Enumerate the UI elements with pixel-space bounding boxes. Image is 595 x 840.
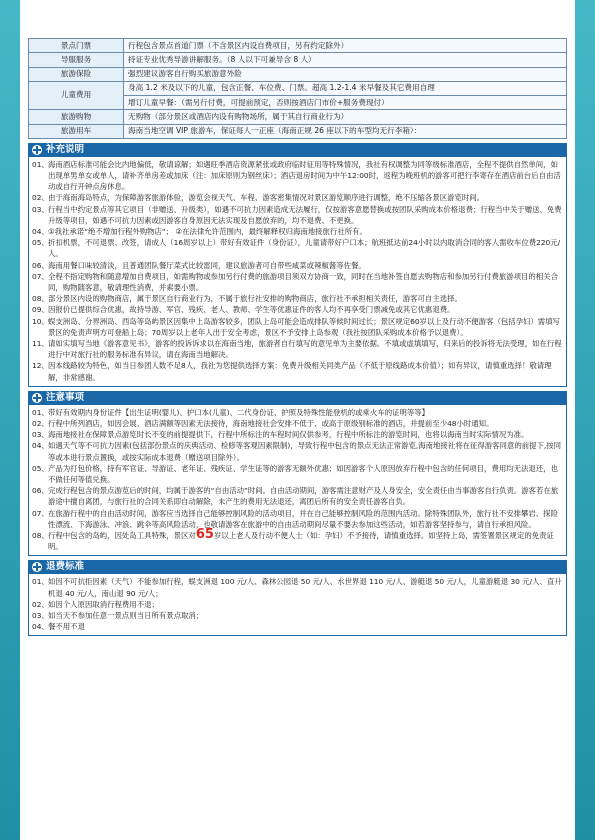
fee-row [29,124,567,138]
item-text: 餐不用不退 [48,622,85,632]
left-frame [0,0,20,840]
list-item [32,204,563,226]
notes-title: 补充说明 [46,143,85,155]
item-text: 行程中所列酒店，如因会展、酒店满额等因素无法接待，海南地接社会安排不低于、或高于原级别标准的酒店，并提前至少48小时通知。 [48,419,494,429]
item-text: 如当天不参加任意一景点则当日所有景点取消； [48,611,204,621]
item-text: 如因个人原因取消行程费用不退； [48,599,159,609]
item-text: 因报价已提供综合优惠，故持导游、军官、残疾、老人、教师、学生等优惠证件的客人均不再享受门票减免或其它优惠退费。 [48,305,455,315]
item-number: 03、 [32,204,49,214]
fee-label: 旅游购物 [29,110,124,124]
fee-row [29,53,567,67]
item-number: 01、 [32,577,49,587]
fee-row [29,67,567,81]
item-number: 04、 [32,226,49,236]
list-item [32,407,563,418]
item-text: 由于海南海岛特点，为保障游客旅游体验，游览会视天气、车程、游客密集情况对景区游览顺序进行调整，绝不压缩各景区游览时间。 [48,193,485,203]
item-text-before: 行程中包含的岛屿，因处岛工具特殊，景区对 [48,531,196,541]
list-item [32,576,563,598]
item-number: 02、 [32,419,49,429]
item-number: 07、 [32,508,49,518]
item-text: 因本线路较为特色，如当日参团人数不足8人，我社为您提供选择方案：免费升级相关同类产品（不低于原线路成本价值）；如有异议，请慎重选择！敬请理解，非常感谢。 [48,361,552,382]
item-text-after: 岁以上老人及行动不便人士（如：孕妇）不予接待，请慎重选择。如坚持上岛，需签署景区规定的免责证明。 [48,531,554,552]
fee-value: 身高 1.2 米及以下的儿童，包含正餐、车位费、门票。超高 1.2-1.4 米早餐及其它费用自理 [124,81,567,95]
item-text: 蜈支洲岛、分界洲岛、西岛等岛屿景区因集中上岛游客较多，团队上岛可能会造成排队等候时间过长；景区规定60岁以上及行动不便游客（包括孕妇）需填写景区的免责声明方可登船上岛；70周岁以上老年人出于安全考虑，景区不予安排上岛参观（我社按团队采购成本价格予以退费）。 [48,316,560,337]
fee-value: 强烈建议游客自行购买旅游意外险 [124,67,567,81]
item-number: 03、 [32,611,49,621]
list-item [32,304,563,315]
list-item [32,429,563,440]
document-page [20,0,575,840]
fee-label: 儿童费用 [29,81,124,110]
item-number: 09、 [32,305,49,315]
item-number: 02、 [32,599,49,609]
fee-value: 行程包含景点首道门票（不含景区内设自费项目，另有约定除外） [124,39,567,53]
item-text: 海南用餐口味较清淡，且普通团队餐厅菜式比较雷同，建议旅游者可自带些咸菜或辣椒酱等佐餐。 [48,260,366,270]
fee-value: 无购物（部分景区或酒店内设有购物场所，属于其自行商业行为） [124,110,567,124]
fee-row [29,39,567,53]
item-number: 12、 [32,361,49,371]
fee-value: 海南当地空调 VIP 旅游车，保证每人一正座（海南正规 26 座以下的车型均无行李箱）： [124,124,567,138]
fee-row [29,110,567,124]
list-item [32,316,563,338]
item-number: 06、 [32,260,49,270]
item-number: 04、 [32,441,49,451]
item-number: 03、 [32,430,49,440]
fee-label: 旅游用车 [29,124,124,138]
list-item [32,338,563,360]
item-number: 05、 [32,463,49,473]
item-text: 折扣机票，不可退票、改签，请成人（16周岁以上）带好有效证件（身份证），儿童请带好户口本；航班抵达前24小时以内取消合同的客人需收车位费220元/人。 [48,238,561,259]
item-number: 04、 [32,622,49,632]
item-number: 08、 [32,531,49,541]
fee-value: 持证专业优秀导游讲解服务。（8 人以下可兼导含 8 人） [124,53,567,67]
item-text: 部分景区内设的购物商店，属于景区自行商业行为，不属于旅行社安排的购物商店，旅行社不承担相关责任，游客可自主选择。 [48,294,462,304]
item-number: 01、 [32,407,49,417]
list-item [32,508,563,530]
list-item [32,226,563,237]
notes-header [28,143,567,157]
attention-section [28,405,567,557]
list-item [32,192,563,203]
refund-section [28,574,567,636]
list-item [32,260,563,271]
refund-header [28,560,567,574]
item-text: ①我社承诺“绝不增加行程外购物店”； ②在法律允许范围内，最终解释权归海南地接旅行社所有。 [48,226,367,236]
item-text: 海南酒店标准可能会比内地偏低，敬请谅解；如遇旺季酒店资源紧张或政府临时征用等特殊情况，我社有权调整为同等级标准酒店，全程不提供自然单间，如出现单男单女或单人，请补齐单房差或加床（注：加床原则为钢丝床）；酒店退房时间为中午12:00时，返程为晚班机的游客可把行李寄存在酒店前台后自由活动或自行开钟点房休息。 [48,159,561,192]
item-text: 行程当中约定景点等其它项目（非赠送、升级类），如遇不可抗力因素造成无法履行，仅按游客意愿替换或按团队采购成本价格退费；行程当中关于赠送、免费升级等项目，如遇不可抗力因素或因游客自身原因无法实现及自愿放弃的，均不退费、不更换。 [48,204,562,225]
age-highlight: 65 [195,527,214,543]
list-item [32,159,563,193]
list-item [32,610,563,621]
list-item [32,271,563,293]
list-item [32,485,563,507]
list-item [32,418,563,429]
right-frame [575,0,595,840]
item-text: 如因不可抗拒因素（天气）不能参加行程，蜈支洲退 100 元/人、森林公园退 50 元/人、水世界退 110 元/人、游艇退 50 元/人，儿童游艇退 30 元/人、直升机退 40 元/人，南山退 90 元/人； [48,577,562,598]
item-text: 如遇天气等不可抗力因素(包括部份景点的庆典活动、检修等客观因素限制)，导致行程中包含的景点无法正常游览,海南地接社将在征得游客同意的前提下,按同等或本进行景点置换，或按实际成本退费（赠送项目除外）。 [48,441,562,462]
item-text: 请如实填写当地《游客意见书》，游客的投诉诉求以在海南当地，旅游者自行填写的意见单为主要依据。不填或虚填填写，归来后的投诉将无法受理，如在行程进行中对旅行社的服务标准有异议，请在海南当地解决。 [48,339,562,360]
fee-label: 导服服务 [29,53,124,67]
fee-row [29,81,567,95]
list-item [32,463,563,485]
item-text [48,527,563,552]
item-number: 02、 [32,193,49,203]
attention-header [28,391,567,405]
list-item [32,237,563,259]
item-text: 产品为打包价格，持有军官证、导游证、老年证、残疾证、学生证等的游客无额外优惠；如因游客个人原因放弃行程中包含的任何项目，费用均无法退还，也不做任何等值兑换。 [48,463,558,485]
item-text: 完成行程包含的景点游览后的时间，均属于游客的“自由活动”时间。自由活动期间，游客需注意财产及人身安全，安全责任由当事游客自行负责。游客若在旅游途中擅自离团，与旅行社的合同关系即自动解除，未产生的费用无法退还，离团后所有的安全责任游客自负。 [48,486,559,507]
refund-title: 退费标准 [46,561,85,573]
item-number: 07、 [32,271,49,281]
item-number: 08、 [32,294,49,304]
item-text: 全程不指定购物和随意增加自费项目，如需购物或参加另行付费的旅游项目须双方协商一致，同时在当地补签自愿去购物店和参加另行付费旅游项目的相关合同，购物随客意，敬请理性消费，并索要小票。 [48,271,558,292]
item-text: 在旅游行程中的自由活动时间，游客应当选择自己能够控制风险的活动项目，并在自己能够控制风险的范围内活动。除特殊团队外，旅行社不安排攀岩、探险性漂流、下海游泳、冲浪、跳伞等高风险活动，也敬请游客在旅游中的自由活动期间尽量不要去参加这些活动，如若游客坚持参与，请自行承担风险。 [48,508,558,529]
item-number: 05、 [32,238,49,248]
attention-title: 注意事项 [46,391,85,403]
fee-table [28,38,567,139]
fee-label: 景点门票 [29,39,124,53]
item-text: 海南地接社在保障景点游览时长不变的前提提供下，行程中所标注的车程时间仅供参考，行程中所标注的游览时间，也将以海南当时实际情况为准。 [48,430,529,440]
item-number: 01、 [32,159,49,169]
item-text: 带好有效期内身份证件【出生证明(婴儿)、护口本(儿童)、二代身份证、护照及特殊性能登机的或乘火车的证明等等】 [48,407,430,417]
list-item [32,360,563,382]
plus-circle-icon [32,145,42,155]
notes-section [28,157,567,387]
list-item [32,599,563,610]
item-number: 11、 [32,339,49,348]
plus-circle-icon [32,562,42,572]
fee-label: 旅游保险 [29,67,124,81]
list-item [32,440,563,462]
list-item [32,293,563,304]
plus-circle-icon [32,393,42,403]
list-item [32,527,563,552]
list-item [32,621,563,632]
fee-value: 增订儿童早餐：（需另行付费，可提前预定，否则按酒店门市价+服务费现付） [124,96,567,110]
item-number: 06、 [32,486,49,496]
item-number: 10、 [32,316,49,326]
